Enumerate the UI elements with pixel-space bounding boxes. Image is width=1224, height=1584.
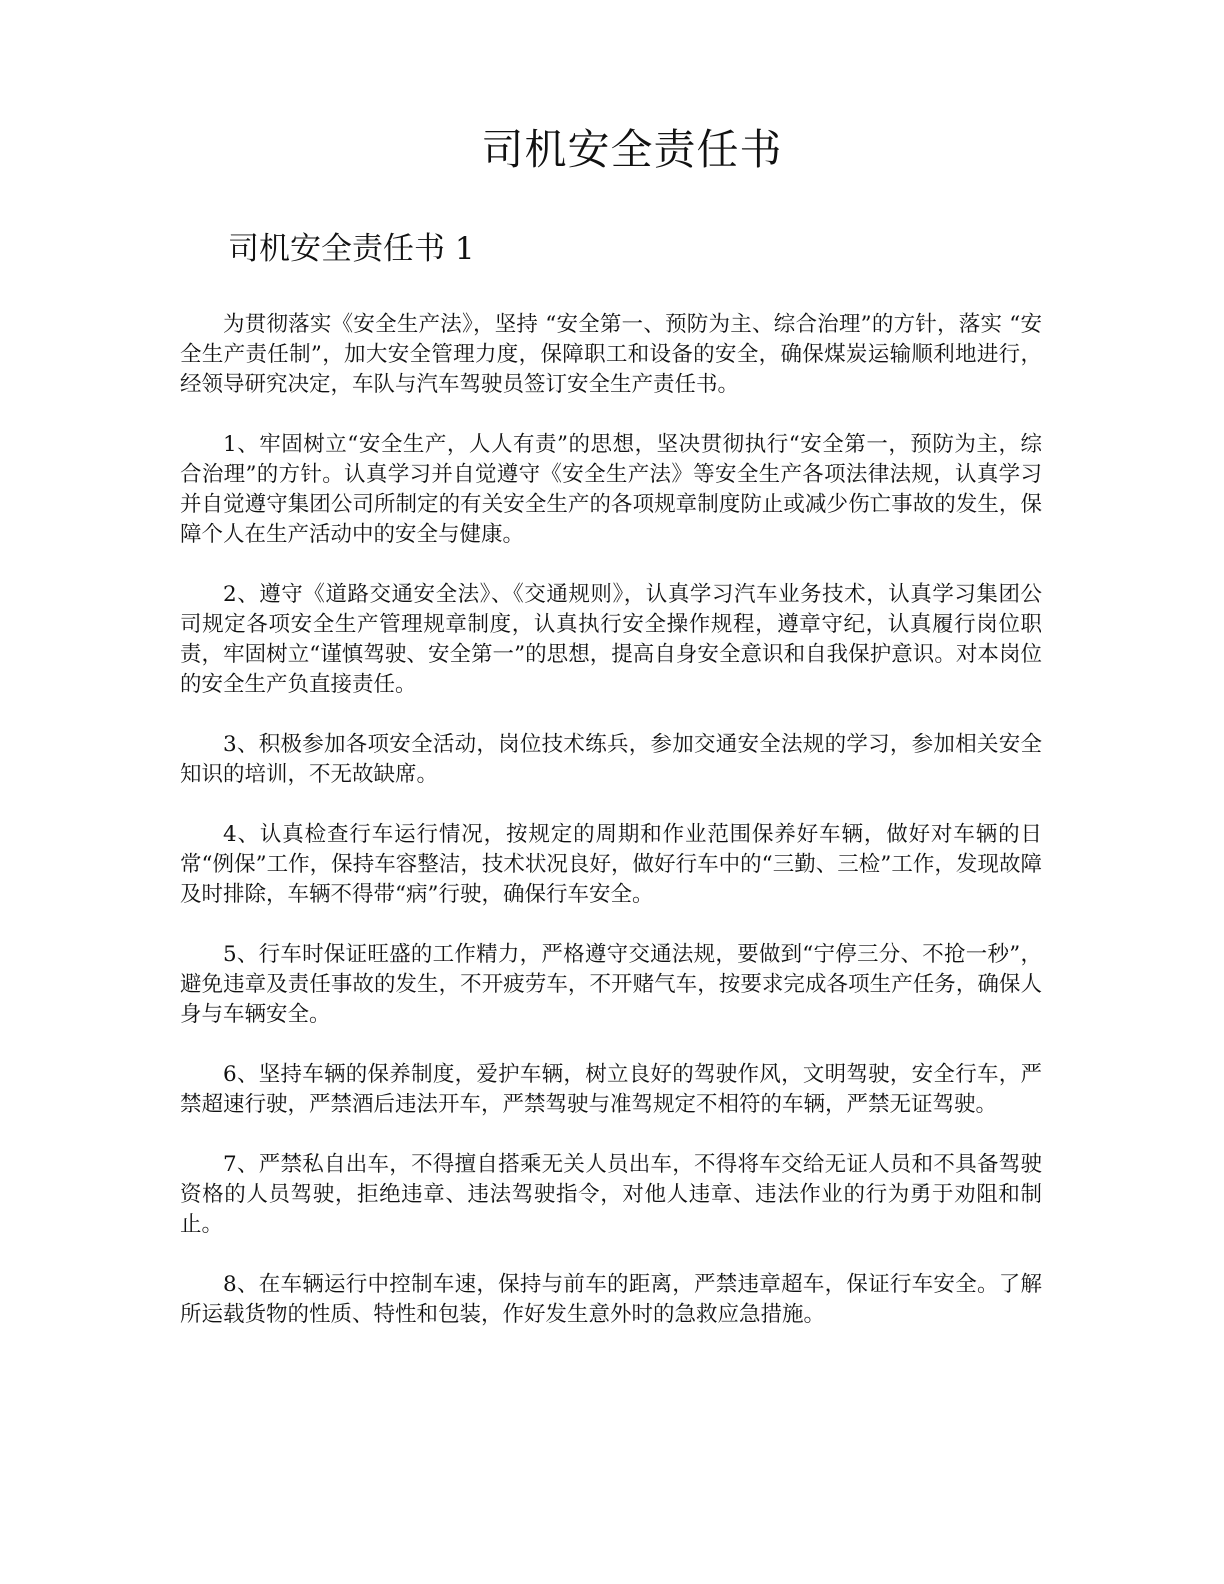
document-body [180,310,1042,1360]
clause-1-paragraph: 1、牢固树立“安全生产，人人有责”的思想，坚决贯彻执行“安全第一，预防为主，综合治理”的方针。认真学习并自觉遵守《安全生产法》等安全生产各项法律法规，认真学习并自觉遵守集团公司所制定的有关安全生产的各项规章制度防止或减少伤亡事故的发生，保障个人在生产活动中的安全与健康。 [180,432,1042,547]
clause-3-paragraph: 3、积极参加各项安全活动，岗位技术练兵，参加交通安全法规的学习，参加相关安全知识的培训，不无故缺席。 [180,732,1042,787]
clause-5-paragraph: 5、行车时保证旺盛的工作精力，严格遵守交通法规，要做到“宁停三分、不抢一秒”，避免违章及责任事故的发生，不开疲劳车，不开赌气车，按要求完成各项生产任务，确保人身与车辆安全。 [180,942,1042,1027]
clause-8-paragraph: 8、在车辆运行中控制车速，保持与前车的距离，严禁违章超车，保证行车安全。了解所运载货物的性质、特性和包装，作好发生意外时的急救应急措施。 [180,1272,1042,1327]
clause-2-paragraph: 2、遵守《道路交通安全法》、《交通规则》，认真学习汽车业务技术，认真学习集团公司规定各项安全生产管理规章制度，认真执行安全操作规程，遵章守纪，认真履行岗位职责，牢固树立“谨慎驾驶、安全第一”的思想，提高自身安全意识和自我保护意识。对本岗位的安全生产负直接责任。 [180,582,1042,697]
clause-7-paragraph: 7、严禁私自出车，不得擅自搭乘无关人员出车，不得将车交给无证人员和不具备驾驶资格的人员驾驶，拒绝违章、违法驾驶指令，对他人违章、违法作业的行为勇于劝阻和制止。 [180,1152,1042,1237]
clause-4-paragraph: 4、认真检查行车运行情况，按规定的周期和作业范围保养好车辆，做好对车辆的日常“例保”工作，保持车容整洁，技术状况良好，做好行车中的“三勤、三检”工作，发现故障及时排除，车辆不得带“病”行驶，确保行车安全。 [180,822,1042,907]
intro-paragraph: 为贯彻落实《安全生产法》，坚持 “安全第一、预防为主、综合治理”的方针，落实 “安全生产责任制”，加大安全管理力度，保障职工和设备的安全，确保煤炭运输顺利地进行，经领导研究决定，车队与汽车驾驶员签订安全生产责任书。 [180,312,1042,397]
document-title: 司机安全责任书 [481,125,783,174]
section-heading: 司机安全责任书 1 [228,231,475,267]
clause-6-paragraph: 6、坚持车辆的保养制度，爱护车辆，树立良好的驾驶作风，文明驾驶，安全行车，严禁超速行驶，严禁酒后违法开车，严禁驾驶与准驾规定不相符的车辆，严禁无证驾驶。 [180,1062,1042,1117]
